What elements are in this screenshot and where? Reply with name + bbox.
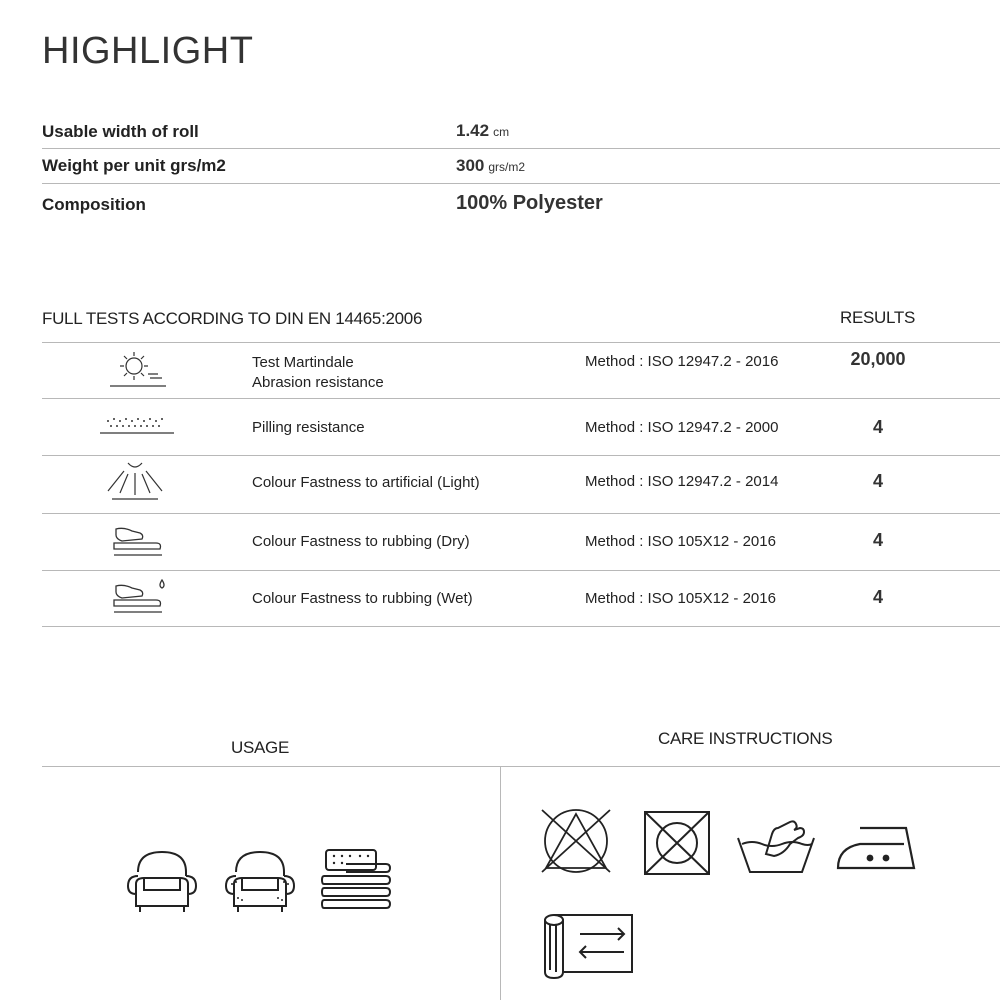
- divider: [42, 570, 1000, 571]
- roll-direction-icon: [542, 912, 636, 980]
- test-method: Method : ISO 105X12 - 2016: [585, 533, 776, 550]
- spec-value-weight-number: 300: [456, 156, 485, 175]
- test-method: Method : ISO 12947.2 - 2014: [585, 473, 779, 490]
- tests-header: FULL TESTS ACCORDING TO DIN EN 14465:2006: [42, 309, 423, 328]
- spec-value-width-unit: cm: [493, 125, 510, 139]
- test-name-line1: Test Martindale: [252, 354, 354, 371]
- spec-label-composition: Composition: [42, 195, 146, 214]
- divider: [42, 455, 1000, 456]
- abrasion-icon: [100, 348, 176, 394]
- test-result: 4: [872, 471, 883, 491]
- spec-label-width: Usable width of roll: [42, 122, 199, 141]
- spec-value-weight: [456, 156, 525, 176]
- test-result: 4: [872, 587, 883, 607]
- spec-label-weight: Weight per unit grs/m2: [42, 156, 226, 175]
- hand-wash-icon: [734, 814, 818, 876]
- test-result: 20,000: [850, 349, 906, 369]
- test-name-rubbing-dry: Colour Fastness to rubbing (Dry): [252, 533, 470, 550]
- test-name-pilling: Pilling resistance: [252, 419, 365, 436]
- test-method: Method : ISO 105X12 - 2016: [585, 590, 776, 607]
- test-result: 4: [872, 417, 883, 437]
- results-header: RESULTS: [840, 308, 916, 327]
- iron-medium-icon: [834, 824, 918, 872]
- divider: [42, 513, 1000, 514]
- test-name-light: Colour Fastness to artificial (Light): [252, 474, 480, 491]
- page-title: HIGHLIGHT: [42, 30, 254, 72]
- rubbing-wet-icon: [100, 576, 176, 622]
- armchair-icon: [124, 846, 200, 916]
- divider: [42, 342, 1000, 343]
- spec-value-width-number: 1.42: [456, 121, 490, 140]
- test-result: 4: [872, 530, 883, 550]
- divider: [42, 398, 1000, 399]
- rubbing-dry-icon: [100, 519, 176, 565]
- test-name-line2: Abrasion resistance: [252, 374, 384, 391]
- test-name-martindale: [252, 353, 384, 393]
- armchair-upholstery-icon: [222, 846, 298, 916]
- test-method: Method : ISO 12947.2 - 2000: [585, 419, 779, 436]
- divider: [42, 626, 1000, 627]
- spec-value-weight-unit: grs/m2: [488, 160, 526, 174]
- pilling-icon: [100, 405, 176, 451]
- divider: [42, 766, 1000, 767]
- column-divider: [500, 766, 501, 1000]
- divider: [42, 183, 1000, 184]
- care-header: CARE INSTRUCTIONS: [658, 729, 833, 748]
- spec-value-composition: 100% Polyester: [456, 192, 603, 214]
- light-fastness-icon: [100, 459, 176, 505]
- no-tumble-dry-icon: [642, 810, 712, 876]
- usage-header: USAGE: [231, 738, 290, 757]
- test-method: Method : ISO 12947.2 - 2016: [585, 353, 779, 370]
- spec-value-width: [456, 121, 509, 141]
- test-name-rubbing-wet: Colour Fastness to rubbing (Wet): [252, 590, 473, 607]
- divider: [42, 148, 1000, 149]
- no-bleach-icon: [540, 808, 612, 874]
- fabric-stack-icon: [320, 846, 392, 918]
